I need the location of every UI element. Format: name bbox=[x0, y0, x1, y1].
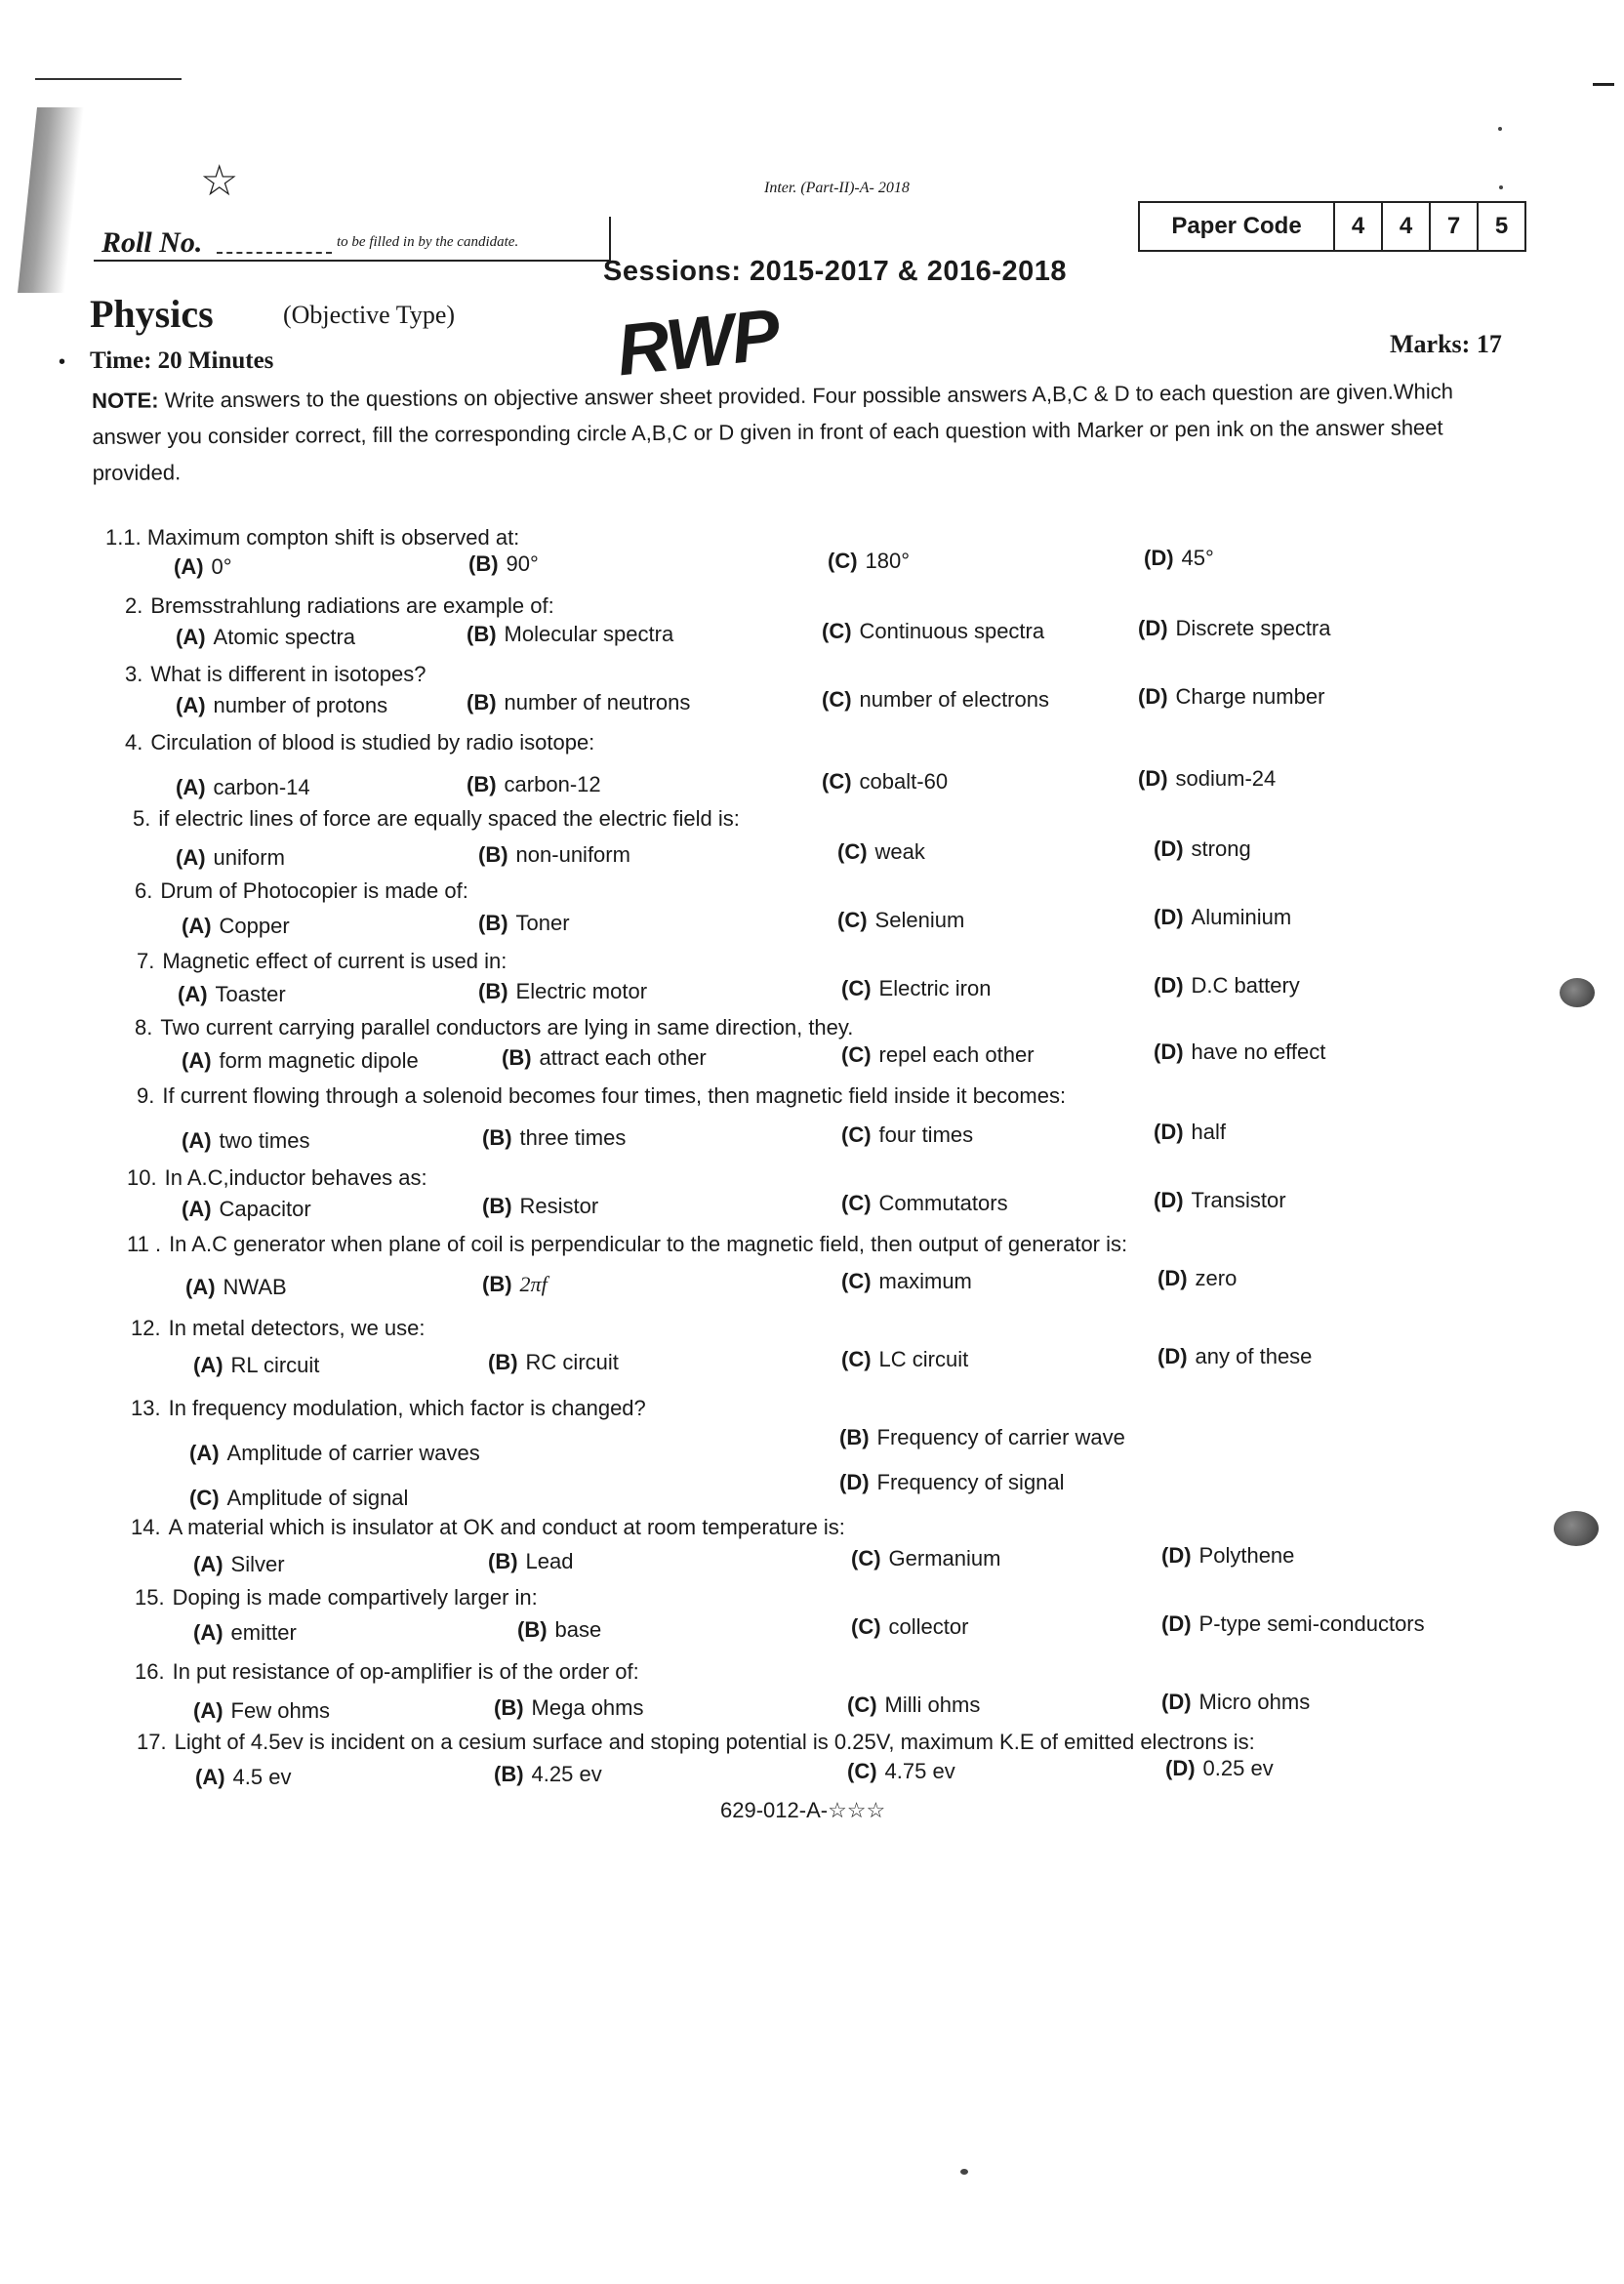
total-marks: Marks: 17 bbox=[1390, 330, 1502, 358]
option-text: LC circuit bbox=[878, 1347, 969, 1371]
option-a bbox=[182, 1128, 309, 1154]
option-text: sodium-24 bbox=[1175, 766, 1277, 791]
option-b bbox=[494, 1695, 644, 1721]
option-a bbox=[176, 775, 310, 800]
option-b bbox=[468, 551, 539, 577]
option-text: Amplitude of signal bbox=[226, 1486, 409, 1510]
option-text: Aluminium bbox=[1191, 905, 1292, 929]
option-b bbox=[482, 1272, 548, 1297]
question-number: 11 . bbox=[127, 1232, 162, 1256]
option-letter: (D) bbox=[1154, 1188, 1184, 1212]
scan-speck bbox=[960, 2169, 968, 2175]
paper-code-digit: 7 bbox=[1431, 203, 1479, 250]
option-letter: (D) bbox=[1165, 1756, 1196, 1780]
option-letter: (D) bbox=[1154, 905, 1184, 929]
option-a bbox=[182, 914, 290, 939]
option-d bbox=[1138, 684, 1324, 710]
question-number: 9. bbox=[137, 1083, 155, 1108]
option-text: strong bbox=[1191, 836, 1251, 861]
option-letter: (A) bbox=[185, 1275, 216, 1299]
option-letter: (D) bbox=[1157, 1344, 1188, 1368]
question-text: If current flowing through a solenoid becomes four times, then magnetic field inside it becomes: bbox=[162, 1083, 1067, 1108]
option-letter: (C) bbox=[851, 1614, 881, 1639]
option-letter: (C) bbox=[828, 549, 858, 573]
option-text: Polythene bbox=[1198, 1543, 1295, 1568]
scan-speck bbox=[1499, 185, 1503, 189]
option-text: cobalt-60 bbox=[859, 769, 949, 794]
subject-title: Physics bbox=[90, 292, 214, 336]
question-number: 4. bbox=[125, 730, 143, 755]
option-text: Lead bbox=[525, 1549, 574, 1573]
option-c bbox=[837, 839, 925, 865]
board-stamp: RWP bbox=[613, 293, 783, 391]
option-text: Selenium bbox=[874, 908, 965, 932]
option-b bbox=[482, 1125, 626, 1151]
option-text: two times bbox=[219, 1128, 310, 1153]
option-text: 0.25 ev bbox=[1202, 1756, 1274, 1780]
option-a bbox=[174, 554, 232, 580]
option-text: number of protons bbox=[213, 693, 388, 717]
option-b bbox=[488, 1549, 574, 1574]
option-c bbox=[847, 1693, 980, 1718]
option-text: have no effect bbox=[1191, 1040, 1326, 1064]
option-text: 0° bbox=[211, 554, 232, 579]
option-a bbox=[176, 693, 387, 718]
star-icon: ☆ bbox=[200, 156, 239, 206]
question-2 bbox=[125, 593, 554, 619]
option-letter: (D) bbox=[1154, 1040, 1184, 1064]
option-text: repel each other bbox=[878, 1042, 1035, 1067]
option-letter: (A) bbox=[182, 1048, 212, 1073]
option-text: 90° bbox=[506, 551, 539, 576]
option-letter: (A) bbox=[174, 554, 204, 579]
option-b bbox=[467, 622, 673, 647]
question-1 bbox=[105, 525, 519, 551]
question-text: A material which is insulator at OK and conduct at room temperature is: bbox=[168, 1515, 845, 1539]
option-letter: (B) bbox=[494, 1695, 524, 1720]
instructions-note bbox=[92, 373, 1498, 491]
option-text: uniform bbox=[213, 845, 285, 870]
question-11 bbox=[127, 1232, 1127, 1257]
option-letter: (B) bbox=[478, 979, 508, 1003]
question-text: In metal detectors, we use: bbox=[168, 1316, 426, 1340]
option-d bbox=[1161, 1690, 1310, 1715]
roll-number-label: Roll No. bbox=[102, 226, 203, 259]
option-text: any of these bbox=[1195, 1344, 1313, 1368]
option-letter: (A) bbox=[182, 914, 212, 938]
option-d bbox=[1138, 616, 1331, 641]
option-text: Silver bbox=[230, 1552, 285, 1576]
question-number: 2. bbox=[125, 593, 143, 618]
question-number: 12. bbox=[131, 1316, 161, 1340]
option-text: non-uniform bbox=[515, 842, 630, 867]
question-13 bbox=[131, 1396, 646, 1421]
option-text: base bbox=[554, 1617, 602, 1642]
option-a bbox=[178, 982, 286, 1007]
question-number: 17. bbox=[137, 1730, 167, 1754]
option-c bbox=[851, 1614, 968, 1640]
question-12 bbox=[131, 1316, 426, 1341]
option-text: Charge number bbox=[1175, 684, 1325, 709]
option-text: Molecular spectra bbox=[504, 622, 674, 646]
option-letter: (A) bbox=[193, 1552, 223, 1576]
question-text: Light of 4.5ev is incident on a cesium surface and stoping potential is 0.25V, maximum K.E of emitted electrons is: bbox=[174, 1730, 1255, 1754]
option-a bbox=[182, 1048, 419, 1074]
option-c bbox=[841, 1191, 1008, 1216]
option-d bbox=[1165, 1756, 1274, 1781]
option-letter: (D) bbox=[1138, 616, 1168, 640]
option-d bbox=[1161, 1543, 1294, 1569]
option-d bbox=[1154, 1040, 1325, 1065]
option-letter: (D) bbox=[839, 1470, 870, 1494]
option-b bbox=[478, 979, 647, 1004]
question-14 bbox=[131, 1515, 845, 1540]
question-5 bbox=[133, 806, 740, 832]
scan-blot bbox=[1560, 978, 1595, 1007]
question-text: In A.C generator when plane of coil is perpendicular to the magnetic field, then output of generator is: bbox=[169, 1232, 1128, 1256]
option-letter: (C) bbox=[822, 619, 852, 643]
option-b bbox=[478, 911, 570, 936]
option-letter: (C) bbox=[841, 1122, 872, 1147]
question-16 bbox=[135, 1659, 639, 1685]
option-text: Discrete spectra bbox=[1175, 616, 1331, 640]
option-letter: (C) bbox=[837, 839, 868, 864]
question-text: 1. Maximum compton shift is observed at: bbox=[123, 525, 520, 550]
option-a bbox=[193, 1698, 330, 1724]
sessions: Sessions: 2015-2017 & 2016-2018 bbox=[603, 256, 1067, 287]
option-text: three times bbox=[519, 1125, 627, 1150]
question-text: In frequency modulation, which factor is changed? bbox=[168, 1396, 646, 1420]
paper-code-label: Paper Code bbox=[1140, 203, 1335, 250]
option-letter: (A) bbox=[182, 1128, 212, 1153]
question-4 bbox=[125, 730, 594, 755]
option-text: P-type semi-conductors bbox=[1198, 1611, 1425, 1636]
option-c bbox=[841, 1122, 973, 1148]
option-letter: (B) bbox=[488, 1549, 518, 1573]
question-number: 5. bbox=[133, 806, 151, 831]
option-text: Frequency of signal bbox=[876, 1470, 1065, 1494]
question-number: 7. bbox=[137, 949, 155, 973]
option-letter: (B) bbox=[478, 911, 508, 935]
option-text: carbon-12 bbox=[504, 772, 601, 796]
option-a bbox=[195, 1765, 291, 1790]
question-text: Doping is made compartively larger in: bbox=[172, 1585, 538, 1610]
option-d bbox=[1154, 973, 1300, 999]
option-letter: (C) bbox=[841, 976, 872, 1000]
option-letter: (B) bbox=[482, 1125, 512, 1150]
bullet-mark: • bbox=[59, 351, 66, 373]
option-text: RC circuit bbox=[525, 1350, 619, 1374]
option-letter: (C) bbox=[837, 908, 868, 932]
option-text: Transistor bbox=[1191, 1188, 1286, 1212]
option-letter: (D) bbox=[1138, 766, 1168, 791]
roll-number-note: to be filled in by the candidate. bbox=[337, 234, 519, 250]
option-a bbox=[176, 625, 355, 650]
question-17 bbox=[137, 1730, 1255, 1755]
question-8 bbox=[135, 1015, 853, 1040]
option-text: D.C battery bbox=[1191, 973, 1300, 998]
option-text: number of electrons bbox=[859, 687, 1049, 712]
question-6 bbox=[135, 878, 468, 904]
option-letter: (D) bbox=[1161, 1611, 1192, 1636]
option-c bbox=[822, 687, 1049, 713]
option-letter: (D) bbox=[1154, 1120, 1184, 1144]
option-letter: (A) bbox=[176, 775, 206, 799]
option-text: Toner bbox=[515, 911, 570, 935]
option-text: RL circuit bbox=[230, 1353, 320, 1377]
option-c bbox=[822, 619, 1044, 644]
option-c bbox=[841, 1042, 1035, 1068]
option-text: half bbox=[1191, 1120, 1227, 1144]
option-text: Electric iron bbox=[878, 976, 992, 1000]
question-text: Two current carrying parallel conductors are lying in same direction, they. bbox=[160, 1015, 854, 1040]
option-b bbox=[494, 1762, 602, 1787]
exam-series: Inter. (Part-II)-A- 2018 bbox=[764, 180, 910, 196]
option-letter: (A) bbox=[195, 1765, 225, 1789]
option-b bbox=[467, 772, 601, 797]
option-letter: (C) bbox=[841, 1269, 872, 1293]
option-c bbox=[841, 1347, 968, 1372]
option-letter: (B) bbox=[468, 551, 499, 576]
option-b bbox=[488, 1350, 619, 1375]
option-text: Frequency of carrier wave bbox=[876, 1425, 1125, 1449]
option-letter: (C) bbox=[841, 1347, 872, 1371]
option-text: Copper bbox=[219, 914, 290, 938]
question-text: Magnetic effect of current is used in: bbox=[162, 949, 508, 973]
option-c bbox=[847, 1759, 955, 1784]
option-text: Commutators bbox=[878, 1191, 1008, 1215]
option-text: Micro ohms bbox=[1198, 1690, 1311, 1714]
option-text: Electric motor bbox=[515, 979, 648, 1003]
option-a bbox=[185, 1275, 287, 1300]
option-letter: (B) bbox=[488, 1350, 518, 1374]
option-d bbox=[1157, 1344, 1312, 1369]
option-c bbox=[837, 908, 964, 933]
option-letter: (B) bbox=[467, 772, 497, 796]
option-d bbox=[1154, 1188, 1286, 1213]
question-number: 10. bbox=[127, 1165, 157, 1190]
option-letter: (A) bbox=[178, 982, 208, 1006]
option-a bbox=[193, 1620, 297, 1646]
question-9 bbox=[137, 1083, 1066, 1109]
option-letter: (D) bbox=[1144, 546, 1174, 570]
option-letter: (A) bbox=[189, 1441, 220, 1465]
option-a bbox=[182, 1197, 311, 1222]
option-letter: (A) bbox=[176, 845, 206, 870]
option-d bbox=[1154, 905, 1291, 930]
option-letter: (B) bbox=[494, 1762, 524, 1786]
time-allowed: Time: 20 Minutes bbox=[90, 347, 274, 374]
option-a bbox=[193, 1552, 285, 1577]
option-d bbox=[1144, 546, 1214, 571]
option-letter: (A) bbox=[176, 625, 206, 649]
scan-line bbox=[35, 78, 182, 80]
option-b bbox=[467, 690, 690, 715]
option-text: Atomic spectra bbox=[213, 625, 356, 649]
question-10 bbox=[127, 1165, 427, 1191]
option-c bbox=[828, 549, 910, 574]
question-number: 14. bbox=[131, 1515, 161, 1539]
question-15 bbox=[135, 1585, 538, 1611]
option-text: Amplitude of carrier waves bbox=[226, 1441, 480, 1465]
option-letter: (A) bbox=[176, 693, 206, 717]
option-letter: (C) bbox=[189, 1486, 220, 1510]
roll-number-line bbox=[217, 252, 332, 254]
option-letter: (A) bbox=[193, 1620, 223, 1645]
option-letter: (C) bbox=[847, 1693, 877, 1717]
option-text: Continuous spectra bbox=[859, 619, 1045, 643]
option-b bbox=[839, 1425, 1125, 1450]
option-d bbox=[1138, 766, 1276, 792]
question-text: In A.C,inductor behaves as: bbox=[164, 1165, 427, 1190]
paper-footer-code: 629-012-A-☆☆☆ bbox=[720, 1798, 886, 1822]
option-text: 180° bbox=[865, 549, 911, 573]
option-c bbox=[189, 1486, 408, 1511]
option-text: 45° bbox=[1181, 546, 1214, 570]
question-number: 8. bbox=[135, 1015, 153, 1040]
option-text: Resistor bbox=[519, 1194, 599, 1218]
scan-mark bbox=[1593, 83, 1614, 86]
option-text: maximum bbox=[878, 1269, 972, 1293]
option-text: 2πf bbox=[519, 1272, 548, 1296]
option-d bbox=[839, 1470, 1065, 1495]
question-text: Circulation of blood is studied by radio isotope: bbox=[150, 730, 595, 755]
question-text: What is different in isotopes? bbox=[150, 662, 426, 686]
option-letter: (C) bbox=[822, 687, 852, 712]
paper-code-digit: 4 bbox=[1383, 203, 1431, 250]
option-d bbox=[1154, 1120, 1226, 1145]
option-text: Germanium bbox=[888, 1546, 1001, 1570]
option-c bbox=[822, 769, 948, 795]
option-text: 4.25 ev bbox=[531, 1762, 602, 1786]
option-letter: (B) bbox=[517, 1617, 548, 1642]
option-a bbox=[189, 1441, 480, 1466]
question-text: if electric lines of force are equally spaced the electric field is: bbox=[158, 806, 740, 831]
scan-shadow bbox=[18, 107, 84, 293]
question-7 bbox=[137, 949, 507, 974]
option-text: Few ohms bbox=[230, 1698, 331, 1723]
option-c bbox=[841, 976, 991, 1001]
option-text: number of neutrons bbox=[504, 690, 691, 714]
option-c bbox=[841, 1269, 972, 1294]
option-letter: (A) bbox=[182, 1197, 212, 1221]
option-letter: (B) bbox=[482, 1272, 512, 1296]
option-letter: (C) bbox=[841, 1042, 872, 1067]
option-letter: (D) bbox=[1157, 1266, 1188, 1290]
option-text: form magnetic dipole bbox=[219, 1048, 419, 1073]
paper-code-table bbox=[1138, 201, 1526, 252]
option-text: Toaster bbox=[215, 982, 286, 1006]
option-b bbox=[502, 1045, 707, 1071]
question-3 bbox=[125, 662, 426, 687]
question-number: 6. bbox=[135, 878, 153, 903]
scan-speck bbox=[1498, 127, 1502, 131]
option-b bbox=[478, 842, 630, 868]
question-number: 15. bbox=[135, 1585, 165, 1610]
option-c bbox=[851, 1546, 1000, 1571]
note-text: Write answers to the questions on objective answer sheet provided. Four possible answers A,B,C & D to each question are given.Which answer you consider correct, fill the corresponding circle A,B,C or D given in front of each question with Marker or pen ink on the answer sheet provided. bbox=[92, 379, 1454, 485]
option-letter: (A) bbox=[193, 1353, 223, 1377]
option-b bbox=[517, 1617, 601, 1643]
option-letter: (D) bbox=[1138, 684, 1168, 709]
option-letter: (D) bbox=[1161, 1690, 1192, 1714]
option-text: 4.75 ev bbox=[884, 1759, 955, 1783]
option-letter: (D) bbox=[1154, 836, 1184, 861]
note-label: NOTE: bbox=[92, 387, 159, 413]
option-d bbox=[1154, 836, 1251, 862]
option-text: Milli ohms bbox=[884, 1693, 981, 1717]
option-letter: (D) bbox=[1161, 1543, 1192, 1568]
option-text: collector bbox=[888, 1614, 969, 1639]
option-text: Mega ohms bbox=[531, 1695, 644, 1720]
option-letter: (C) bbox=[847, 1759, 877, 1783]
option-text: NWAB bbox=[223, 1275, 287, 1299]
option-letter: (B) bbox=[482, 1194, 512, 1218]
question-number: 3. bbox=[125, 662, 143, 686]
option-letter: (A) bbox=[193, 1698, 223, 1723]
option-text: zero bbox=[1195, 1266, 1238, 1290]
question-number: 16. bbox=[135, 1659, 165, 1684]
subject-type: (Objective Type) bbox=[283, 301, 456, 329]
paper-code-digit: 4 bbox=[1335, 203, 1383, 250]
paper-code-digit: 5 bbox=[1494, 213, 1509, 239]
question-text: In put resistance of op-amplifier is of the order of: bbox=[172, 1659, 639, 1684]
option-text: carbon-14 bbox=[213, 775, 310, 799]
option-text: 4.5 ev bbox=[232, 1765, 292, 1789]
option-text: weak bbox=[874, 839, 925, 864]
option-d bbox=[1157, 1266, 1237, 1291]
option-letter: (B) bbox=[478, 842, 508, 867]
option-text: attract each other bbox=[539, 1045, 707, 1070]
option-letter: (C) bbox=[841, 1191, 872, 1215]
question-number: 13. bbox=[131, 1396, 161, 1420]
option-letter: (B) bbox=[502, 1045, 532, 1070]
option-d bbox=[1161, 1611, 1425, 1637]
option-letter: (D) bbox=[1154, 973, 1184, 998]
question-number: 1. bbox=[105, 525, 124, 550]
question-text: Bremsstrahlung radiations are example of: bbox=[150, 593, 554, 618]
option-letter: (B) bbox=[467, 622, 497, 646]
option-letter: (B) bbox=[467, 690, 497, 714]
option-text: four times bbox=[878, 1122, 974, 1147]
option-a bbox=[193, 1353, 319, 1378]
option-letter: (C) bbox=[851, 1546, 881, 1570]
option-a bbox=[176, 845, 285, 871]
option-b bbox=[482, 1194, 598, 1219]
question-text: Drum of Photocopier is made of: bbox=[160, 878, 468, 903]
option-text: emitter bbox=[230, 1620, 297, 1645]
option-letter: (B) bbox=[839, 1425, 870, 1449]
option-text: Capacitor bbox=[219, 1197, 311, 1221]
option-letter: (C) bbox=[822, 769, 852, 794]
scan-blot bbox=[1554, 1511, 1599, 1546]
